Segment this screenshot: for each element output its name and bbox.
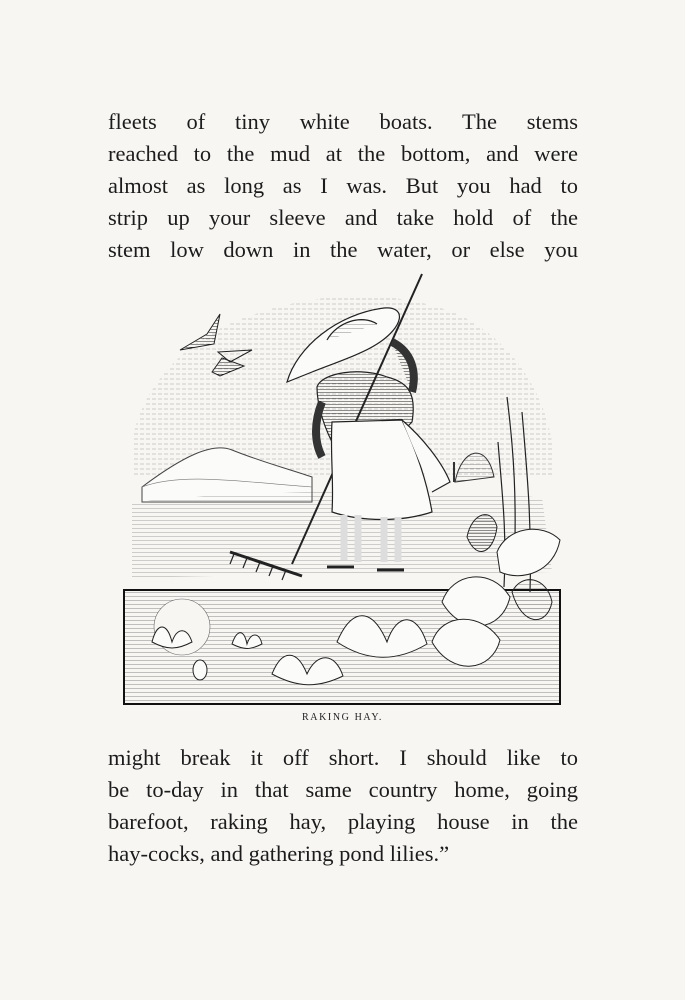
text-line: be to-day in that same country home, going [108, 777, 578, 802]
bottom-paragraph [108, 742, 578, 870]
text-line: stem low down in the water, or else you [108, 237, 578, 262]
text-line: reached to the mud at the bottom, and were [108, 141, 578, 166]
text-line: might break it off short. I should like to [108, 745, 578, 770]
text-line: barefoot, raking hay, playing house in the [108, 809, 578, 834]
text-line: almost as long as I was. But you had to [108, 173, 578, 198]
figure-caption: RAKING HAY. [302, 712, 383, 723]
raking-hay-illustration [122, 272, 562, 712]
text-line: fleets of tiny white boats. The stems [108, 109, 578, 134]
text-line: hay-cocks, and gathering pond lilies.” [108, 841, 450, 866]
top-paragraph [108, 106, 578, 266]
text-line: strip up your sleeve and take hold of the [108, 205, 578, 230]
